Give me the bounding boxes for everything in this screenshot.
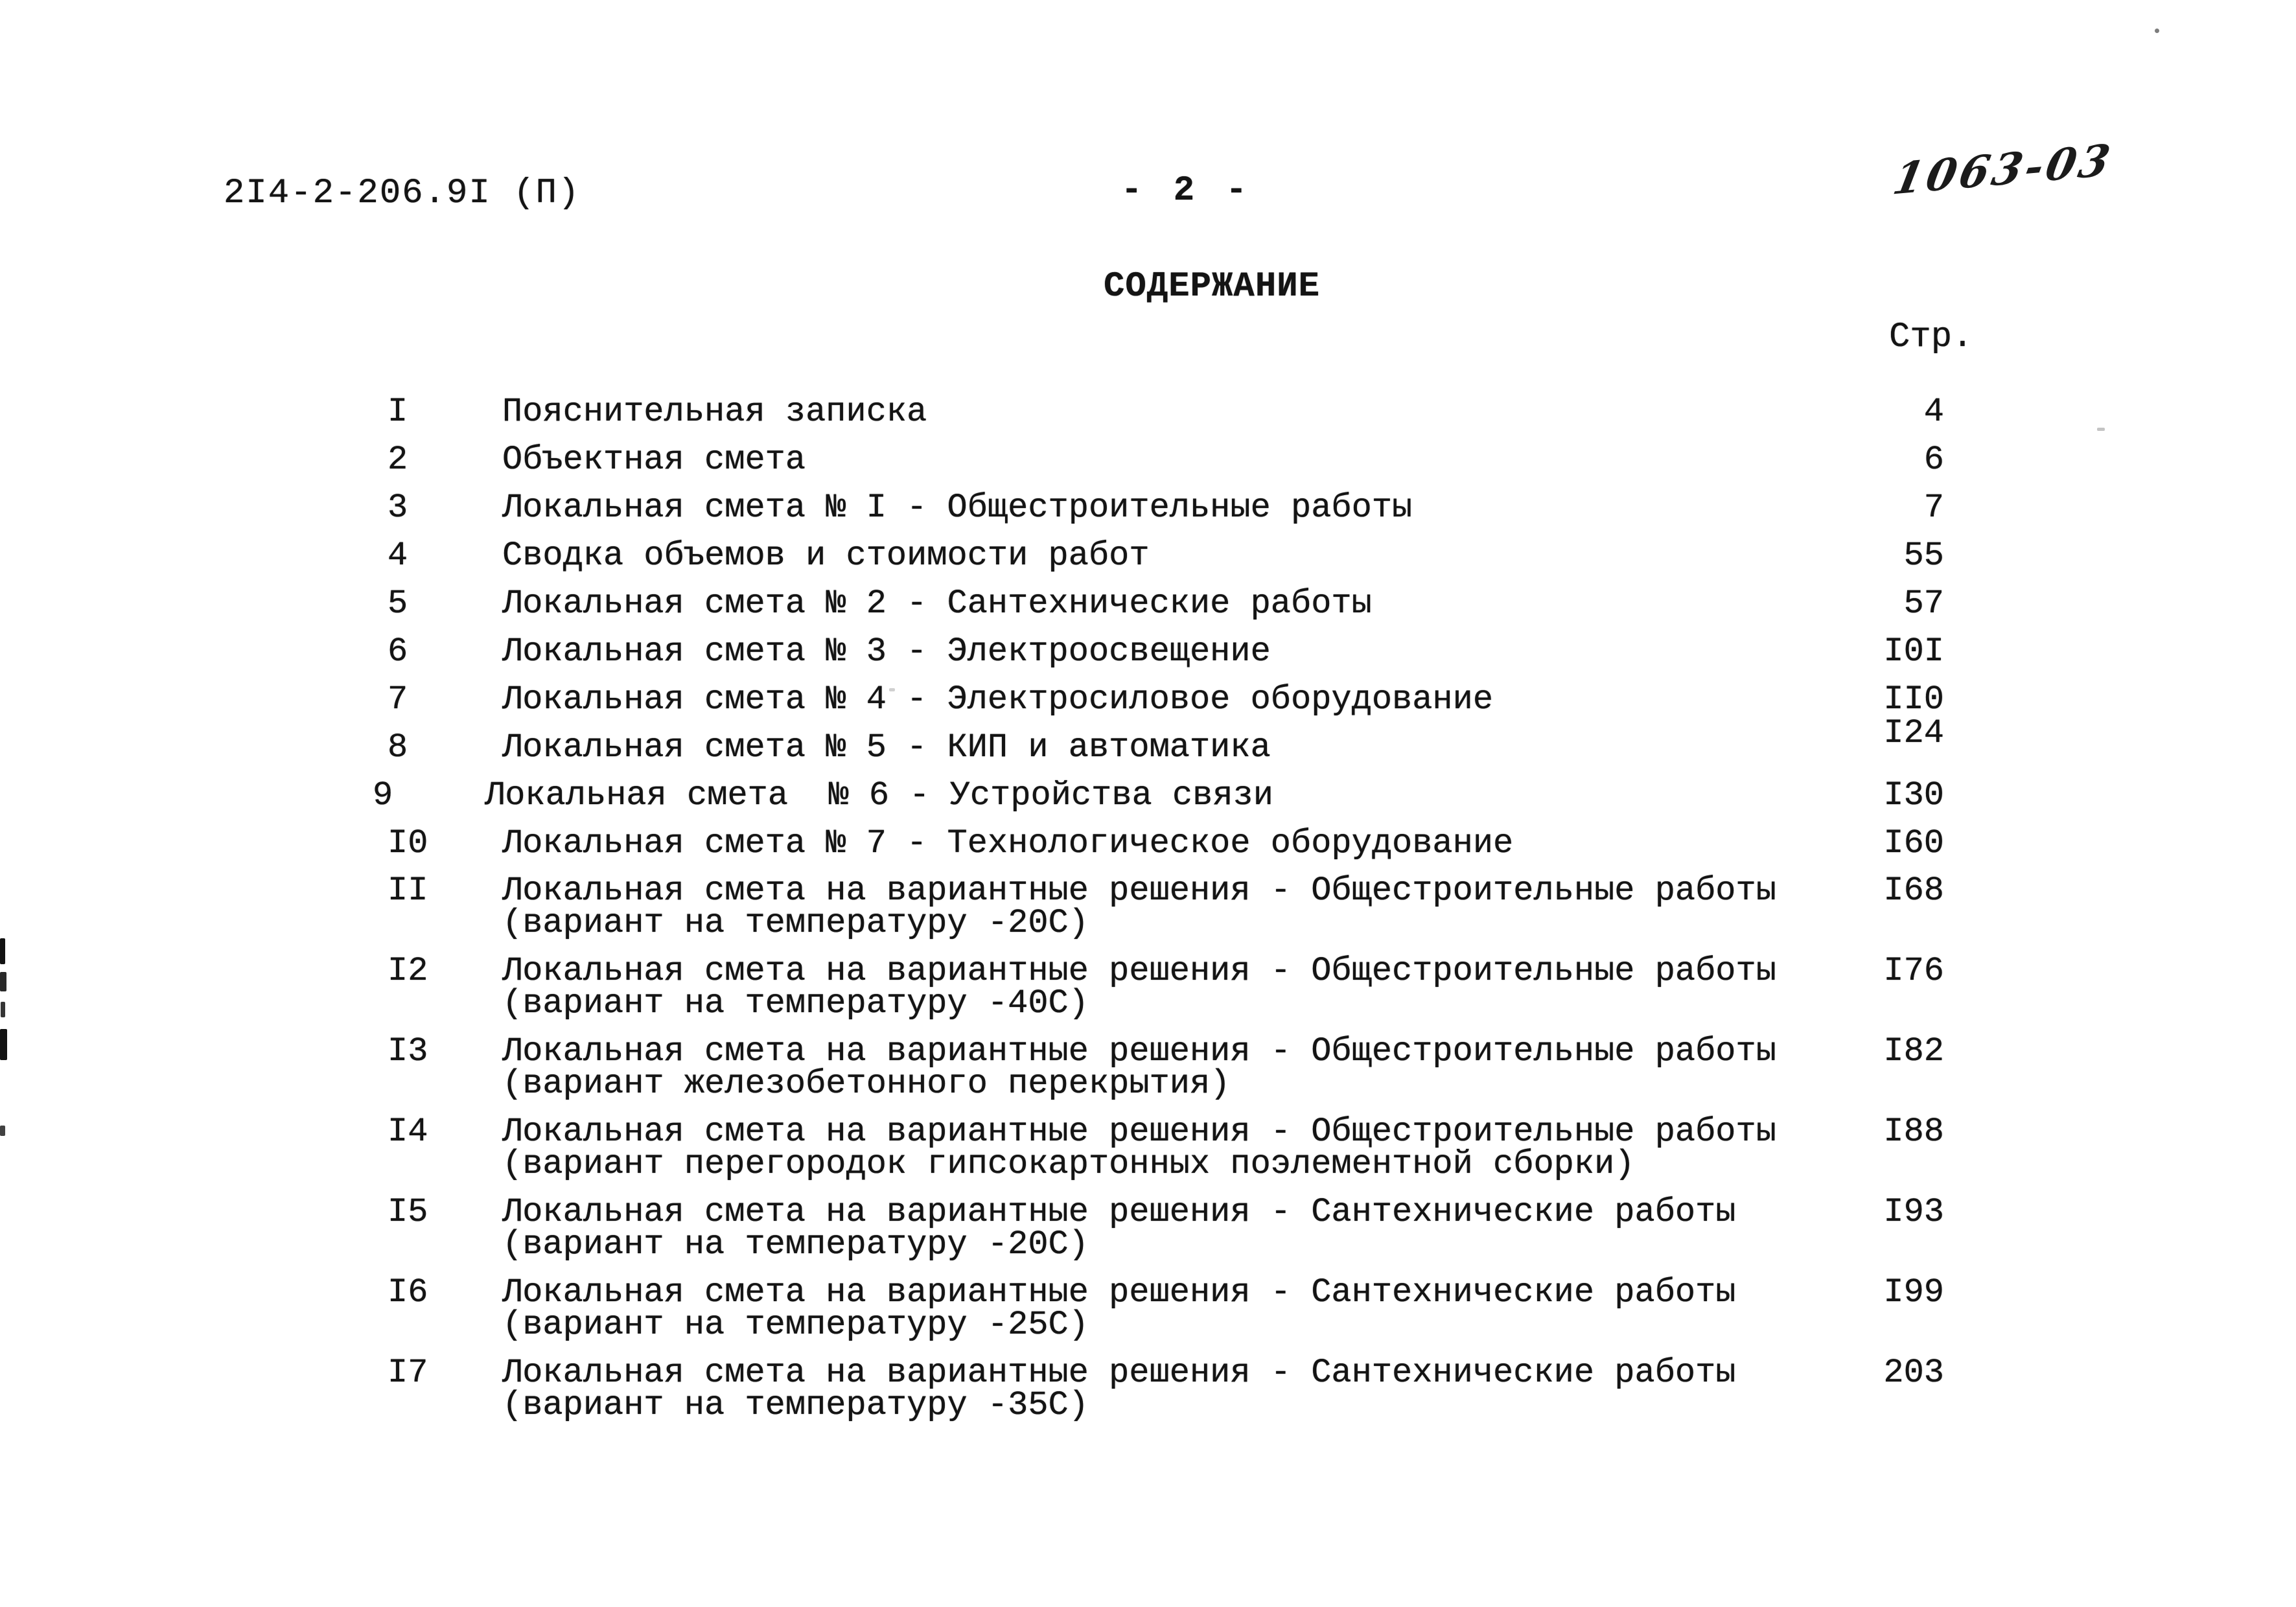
toc-item-page: I30 (1883, 776, 1944, 815)
toc-row (0, 1113, 2296, 1183)
toc-item-page: 6 (1923, 441, 1944, 479)
toc-item-page: I60 (1883, 824, 1944, 862)
toc-item-page: 57 (1903, 584, 1944, 623)
toc-item-title: Локальная смета на вариантные решения - Общестроительные работы (502, 1113, 1776, 1151)
toc-item-title: Локальная смета № I - Общестроительные работы (502, 489, 1413, 527)
scan-artifact (2155, 29, 2159, 33)
toc-row (0, 1032, 2296, 1103)
toc-item-page: 4 (1923, 393, 1944, 431)
toc-item-subtitle: (вариант на температуру -20С) (502, 904, 1089, 942)
toc-row (0, 1193, 2296, 1264)
scan-artifact (1, 1002, 5, 1017)
toc-item-page: 203 (1883, 1354, 1944, 1392)
toc-item-subtitle: (вариант на температуру -35С) (502, 1386, 1089, 1424)
scan-artifact (0, 938, 5, 964)
scan-artifact (2097, 428, 2105, 431)
toc-item-title: Локальная смета № 4 - Электросиловое оборудование (502, 680, 1494, 719)
page-column-header: Стр. (1889, 318, 1973, 357)
toc-item-title: Локальная смета № 6 - Устройства связи (485, 776, 1273, 815)
toc-item-number: 6 (388, 632, 408, 671)
handwritten-mark: 1063-03 (1889, 133, 2118, 205)
toc-row (0, 824, 2296, 862)
toc-item-number: 3 (388, 489, 408, 527)
toc-item-subtitle: (вариант на температуру -20С) (502, 1225, 1089, 1264)
toc-item-title: Локальная смета на вариантные решения - Общестроительные работы (502, 952, 1776, 990)
toc-item-title: Локальная смета на вариантные решения - Сантехнические работы (502, 1273, 1736, 1312)
toc-row (0, 1273, 2296, 1344)
toc-item-page: I24 (1883, 714, 1944, 752)
toc-item-title: Сводка объемов и стоимости работ (502, 537, 1150, 575)
toc-item-page: I93 (1883, 1193, 1944, 1231)
toc-item-subtitle: (вариант на температуру -40С) (502, 984, 1089, 1023)
toc-item-number: I7 (388, 1354, 428, 1392)
toc-item-title: Локальная смета № 2 - Сантехнические работы (502, 584, 1372, 623)
toc-item-title: Локальная смета № 5 - КИП и автоматика (502, 728, 1271, 767)
toc-row (0, 539, 2296, 573)
toc-item-title: Пояснительная записка (502, 393, 927, 431)
toc-row (0, 714, 2296, 767)
toc-item-number: 5 (388, 584, 408, 623)
toc-item-title: Локальная смета № 7 - Технологическое оборудование (502, 824, 1514, 862)
toc-item-number: I (388, 393, 408, 431)
scan-artifact (0, 1029, 7, 1060)
toc-row (0, 872, 2296, 942)
toc-item-subtitle: (вариант железобетонного перекрытия) (502, 1065, 1231, 1103)
toc-item-title: Объектная смета (502, 441, 806, 479)
toc-row (0, 443, 2296, 477)
toc-item-number: I6 (388, 1273, 428, 1312)
toc-item-title: Локальная смета на вариантные решения - Общестроительные работы (502, 872, 1776, 910)
toc-item-number: I4 (388, 1113, 428, 1151)
toc-item-page: I0I (1883, 632, 1944, 671)
toc-item-title: Локальная смета на вариантные решения - Сантехнические работы (502, 1193, 1736, 1231)
toc-item-number: II (388, 872, 428, 910)
page-number: - 2 - (1121, 171, 1253, 211)
toc-item-page: I99 (1883, 1273, 1944, 1312)
scan-artifact (0, 1126, 5, 1136)
toc-item-page: I76 (1883, 952, 1944, 990)
toc-item-number: 9 (373, 776, 393, 815)
scan-artifact (0, 972, 6, 991)
scan-artifact (889, 688, 895, 691)
toc-item-page: I68 (1883, 872, 1944, 910)
toc-item-page: I82 (1883, 1032, 1944, 1070)
toc-item-page: I88 (1883, 1113, 1944, 1151)
toc-item-title: Локальная смета № 3 - Электроосвещение (502, 632, 1271, 671)
toc-row (0, 395, 2296, 429)
page-title: СОДЕРЖАНИЕ (1104, 267, 1321, 306)
toc-row (0, 776, 2296, 815)
toc-row (0, 491, 2296, 525)
toc-row (0, 1354, 2296, 1424)
toc-item-subtitle: (вариант на температуру -25С) (502, 1306, 1089, 1344)
toc-item-number: I2 (388, 952, 428, 990)
toc-item-number: 8 (388, 728, 408, 767)
toc-item-number: I3 (388, 1032, 428, 1070)
toc-item-page: II0 (1883, 680, 1944, 719)
toc-row (0, 632, 2296, 671)
toc-item-number: 4 (388, 537, 408, 575)
toc-item-number: I5 (388, 1193, 428, 1231)
toc-list (0, 395, 2296, 1437)
toc-item-subtitle: (вариант перегородок гипсокартонных поэлементной сборки) (502, 1145, 1635, 1183)
toc-item-number: 7 (388, 680, 408, 719)
document-code: 2I4-2-206.9I (П) (224, 174, 581, 213)
toc-row (0, 952, 2296, 1023)
toc-item-page: 7 (1923, 489, 1944, 527)
toc-item-title: Локальная смета на вариантные решения - Общестроительные работы (502, 1032, 1776, 1070)
toc-row (0, 680, 2296, 719)
toc-item-page: 55 (1903, 537, 1944, 575)
toc-item-title: Локальная смета на вариантные решения - Сантехнические работы (502, 1354, 1736, 1392)
toc-item-number: I0 (388, 824, 428, 862)
toc-item-number: 2 (388, 441, 408, 479)
toc-row (0, 584, 2296, 623)
